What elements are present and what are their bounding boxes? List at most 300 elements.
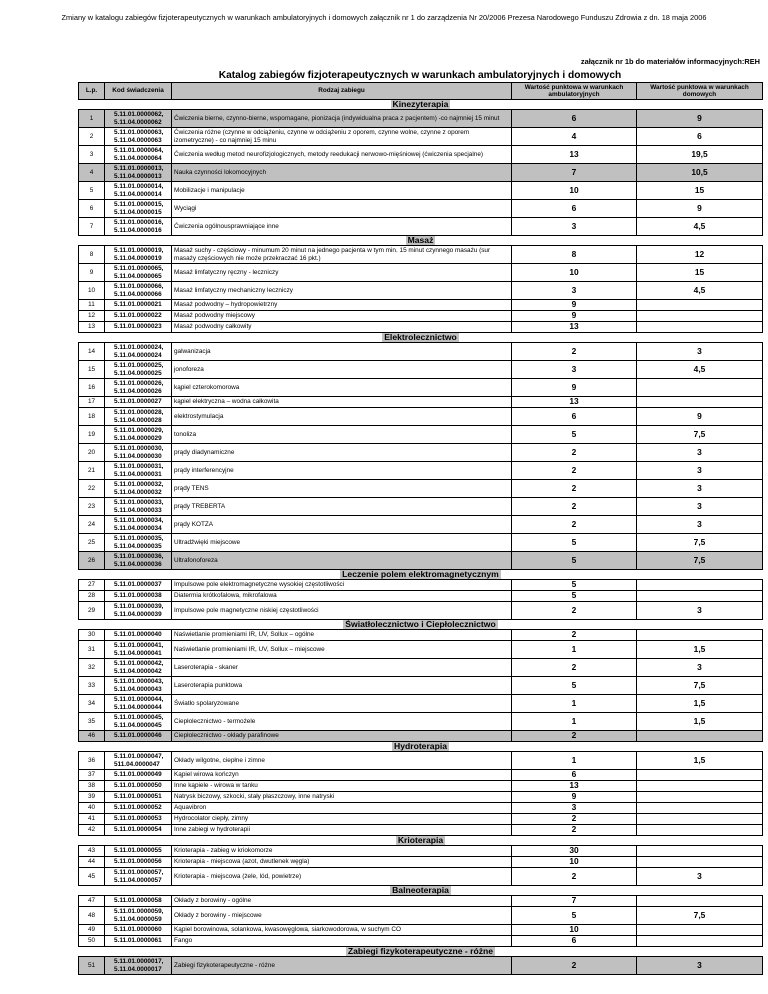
cell-ambulatory-value: 6 <box>512 200 637 218</box>
cell-code: 5.11.01.0000063, 5.11.04.0000063 <box>105 128 172 146</box>
cell-code: 5.11.01.0000051 <box>105 792 172 803</box>
table-row <box>79 379 763 397</box>
cell-code: 5.11.01.0000024, 5.11.04.0000024 <box>105 343 172 361</box>
section-title: Światłolecznictwo i Ciepłolecznictwo <box>345 619 496 629</box>
cell-home-value <box>637 731 763 742</box>
cell-home-value: 7,5 <box>637 677 763 695</box>
cell-procedure: Laseroterapia punktowa <box>172 677 512 695</box>
cell-ambulatory-value: 10 <box>512 182 637 200</box>
cell-ambulatory-value: 5 <box>512 907 637 925</box>
cell-procedure: prądy KOTZA <box>172 516 512 534</box>
section-title: Balneoterapia <box>392 885 449 895</box>
cell-procedure: tonoliza <box>172 426 512 444</box>
cell-lp: 44 <box>79 857 105 868</box>
cell-ambulatory-value: 3 <box>512 361 637 379</box>
cell-lp: 39 <box>79 792 105 803</box>
cell-home-value: 4,5 <box>637 218 763 236</box>
cell-home-value: 3 <box>637 957 763 975</box>
table-row <box>79 630 763 641</box>
cell-ambulatory-value: 10 <box>512 925 637 936</box>
cell-code: 5.11.01.0000017, 5.11.04.0000017 <box>105 957 172 975</box>
cell-procedure: kąpiel elektryczna – wodna całkowita <box>172 397 512 408</box>
cell-ambulatory-value: 9 <box>512 379 637 397</box>
cell-lp: 15 <box>79 361 105 379</box>
cell-home-value: 9 <box>637 408 763 426</box>
cell-home-value <box>637 591 763 602</box>
cell-procedure: Ćwiczenia według metod neurofizjologicznych, metody reedukacji nerwowo-mięśniowej (ćwiczenia specjalne) <box>172 146 512 164</box>
table-row <box>79 907 763 925</box>
cell-ambulatory-value: 2 <box>512 731 637 742</box>
table-body <box>79 100 763 975</box>
cell-home-value: 12 <box>637 246 763 264</box>
cell-ambulatory-value: 6 <box>512 770 637 781</box>
cell-lp: 1 <box>79 110 105 128</box>
cell-home-value <box>637 925 763 936</box>
cell-lp: 47 <box>79 896 105 907</box>
cell-code: 5.11.01.0000026, 5.11.04.0000026 <box>105 379 172 397</box>
cell-home-value <box>637 379 763 397</box>
table-row <box>79 361 763 379</box>
cell-procedure: Ultradźwięki miejscowe <box>172 534 512 552</box>
cell-procedure: prądy diadynamiczne <box>172 444 512 462</box>
table-row <box>79 408 763 426</box>
cell-ambulatory-value: 2 <box>512 630 637 641</box>
cell-code: 5.11.01.0000027 <box>105 397 172 408</box>
cell-code: 5.11.01.0000016, 5.11.04.0000016 <box>105 218 172 236</box>
cell-code: 5.11.01.0000058 <box>105 896 172 907</box>
cell-lp: 8 <box>79 246 105 264</box>
cell-ambulatory-value: 2 <box>512 480 637 498</box>
cell-procedure: Masaż suchy - częściowy - minumum 20 minut na jednego pacjenta w tym min. 15 minut czynnego masażu (sur masaży częściowych nie może przekraczać 16 pkt.) <box>172 246 512 264</box>
cell-lp: 35 <box>79 713 105 731</box>
cell-ambulatory-value: 13 <box>512 146 637 164</box>
cell-procedure: Ćwiczenia ogólnousprawniające inne <box>172 218 512 236</box>
cell-procedure: Impulsowe pole elektromagnetyczne wysokiej częstotliwości <box>172 580 512 591</box>
cell-home-value <box>637 781 763 792</box>
section-title: Zabiegi fizykoterapeutyczne - różne <box>347 946 494 956</box>
cell-ambulatory-value: 1 <box>512 713 637 731</box>
table-row <box>79 695 763 713</box>
cell-ambulatory-value: 13 <box>512 322 637 333</box>
cell-code: 5.11.01.0000059, 5.11.04.0000059 <box>105 907 172 925</box>
cell-procedure: Ćwiczenia bierne, czynno-bierne, wspomagane, pionizacja (indywidualna praca z pacjentem) -co najmniej 15 minut <box>172 110 512 128</box>
cell-code: 5.11.01.0000050 <box>105 781 172 792</box>
cell-procedure: Ciepłolecznictwo - okłady parafinowe <box>172 731 512 742</box>
cell-procedure: Inne zabiegi w hydroterapii <box>172 825 512 836</box>
cell-home-value: 7,5 <box>637 907 763 925</box>
cell-home-value: 3 <box>637 498 763 516</box>
cell-lp: 48 <box>79 907 105 925</box>
cell-ambulatory-value: 3 <box>512 803 637 814</box>
cell-home-value: 3 <box>637 444 763 462</box>
cell-code: 5.11.01.0000036, 5.11.04.0000036 <box>105 552 172 570</box>
cell-home-value <box>637 397 763 408</box>
cell-ambulatory-value: 6 <box>512 110 637 128</box>
col-lp-header: L.p. <box>79 83 105 100</box>
cell-ambulatory-value: 1 <box>512 695 637 713</box>
cell-lp: 16 <box>79 379 105 397</box>
cell-home-value: 15 <box>637 182 763 200</box>
document-header-line: Zmiany w katalogu zabiegów fizjoterapeutycznych w warunkach ambulatoryjnych i domowych załącznik nr 1 do zarządzenia Nr 20/2006 Prezesa Narodowego Funduszu Zdrowia z dn. 18 maja 2006 <box>61 13 707 22</box>
cell-ambulatory-value: 2 <box>512 814 637 825</box>
cell-ambulatory-value: 2 <box>512 462 637 480</box>
cell-code: 5.11.01.0000040 <box>105 630 172 641</box>
cell-code: 5.11.01.0000029, 5.11.04.0000029 <box>105 426 172 444</box>
table-row <box>79 580 763 591</box>
cell-procedure: Natrysk biczowy, szkocki, stały płaszczowy, inne natryski <box>172 792 512 803</box>
cell-ambulatory-value: 10 <box>512 857 637 868</box>
cell-home-value <box>637 814 763 825</box>
cell-code: 5.11.01.0000046 <box>105 731 172 742</box>
cell-code: 5.11.01.0000032, 5.11.04.0000032 <box>105 480 172 498</box>
section-header-row <box>79 100 763 110</box>
cell-lp: 12 <box>79 311 105 322</box>
cell-code: 5.11.01.0000062, 5.11.04.0000062 <box>105 110 172 128</box>
cell-home-value: 3 <box>637 659 763 677</box>
cell-procedure: Masaż limfatyczny mechaniczny leczniczy <box>172 282 512 300</box>
cell-home-value <box>637 825 763 836</box>
cell-lp: 2 <box>79 128 105 146</box>
table-row <box>79 868 763 886</box>
cell-procedure: Kąpiel wirowa kończyn <box>172 770 512 781</box>
cell-ambulatory-value: 9 <box>512 311 637 322</box>
cell-procedure: Krioterapia - miejscowa (żele, lód, powietrze) <box>172 868 512 886</box>
cell-home-value: 9 <box>637 110 763 128</box>
cell-code: 5.11.01.0000013, 5.11.04.0000013 <box>105 164 172 182</box>
cell-code: 5.11.01.0000054 <box>105 825 172 836</box>
cell-procedure: Krioterapia - zabieg w kriokomorze <box>172 846 512 857</box>
table-row <box>79 343 763 361</box>
cell-ambulatory-value: 2 <box>512 868 637 886</box>
table-row <box>79 200 763 218</box>
cell-home-value <box>637 630 763 641</box>
cell-lp: 23 <box>79 498 105 516</box>
table-row <box>79 322 763 333</box>
cell-lp: 25 <box>79 534 105 552</box>
cell-code: 5.11.01.0000039, 5.11.04.0000039 <box>105 602 172 620</box>
cell-code: 5.11.01.0000049 <box>105 770 172 781</box>
cell-ambulatory-value: 1 <box>512 641 637 659</box>
col-ambulatory-header: Wartość punktowa w warunkach ambulatoryjnych <box>512 83 637 100</box>
cell-procedure: Diatermia krótkofalowa, mikrofalowa <box>172 591 512 602</box>
cell-lp: 42 <box>79 825 105 836</box>
cell-code: 5.11.01.0000047, 511.04.0000047 <box>105 752 172 770</box>
cell-lp: 10 <box>79 282 105 300</box>
cell-lp: 40 <box>79 803 105 814</box>
table-row <box>79 602 763 620</box>
cell-lp: 11 <box>79 300 105 311</box>
section-header-row <box>79 742 763 752</box>
cell-home-value <box>637 936 763 947</box>
cell-code: 5.11.01.0000035, 5.11.04.0000035 <box>105 534 172 552</box>
section-header-row <box>79 886 763 896</box>
cell-home-value: 3 <box>637 602 763 620</box>
cell-procedure: Ćwiczenia różne (czynne w odciążeniu, czynne w odciążeniu z oporem, czynne wolne, czynne z oporem izometryczne) - co najmniej 15 minu <box>172 128 512 146</box>
cell-lp: 18 <box>79 408 105 426</box>
table-row <box>79 282 763 300</box>
cell-home-value <box>637 792 763 803</box>
section-header-row <box>79 333 763 343</box>
cell-ambulatory-value: 5 <box>512 591 637 602</box>
cell-procedure: Fango <box>172 936 512 947</box>
cell-code: 5.11.01.0000043, 5.11.04.0000043 <box>105 677 172 695</box>
table-row <box>79 534 763 552</box>
cell-lp: 26 <box>79 552 105 570</box>
cell-code: 5.11.01.0000055 <box>105 846 172 857</box>
cell-lp: 19 <box>79 426 105 444</box>
cell-lp: 20 <box>79 444 105 462</box>
cell-lp: 5 <box>79 182 105 200</box>
cell-ambulatory-value: 2 <box>512 957 637 975</box>
table-row <box>79 164 763 182</box>
cell-procedure: kąpiel czterokomorowa <box>172 379 512 397</box>
cell-home-value: 7,5 <box>637 426 763 444</box>
section-title: Leczenie polem elektromagnetycznym <box>342 569 499 579</box>
cell-home-value <box>637 322 763 333</box>
cell-procedure: Masaż podwodny miejscowy <box>172 311 512 322</box>
attachment-note: załącznik nr 1b do materiałów informacyjnych:REH <box>580 57 760 66</box>
cell-ambulatory-value: 4 <box>512 128 637 146</box>
cell-lp: 28 <box>79 591 105 602</box>
cell-home-value: 7,5 <box>637 534 763 552</box>
cell-home-value <box>637 770 763 781</box>
cell-procedure: Zabiegi fizykoterapeutyczne - różne <box>172 957 512 975</box>
cell-lp: 24 <box>79 516 105 534</box>
table-row <box>79 591 763 602</box>
table-row <box>79 957 763 975</box>
cell-lp: 46 <box>79 731 105 742</box>
cell-lp: 36 <box>79 752 105 770</box>
table-row <box>79 731 763 742</box>
cell-lp: 31 <box>79 641 105 659</box>
cell-ambulatory-value: 5 <box>512 426 637 444</box>
cell-code: 5.11.01.0000044, 5.11.04.0000044 <box>105 695 172 713</box>
section-title: Masaż <box>407 235 434 245</box>
cell-code: 5.11.01.0000037 <box>105 580 172 591</box>
cell-home-value <box>637 300 763 311</box>
cell-ambulatory-value: 2 <box>512 498 637 516</box>
cell-ambulatory-value: 5 <box>512 677 637 695</box>
cell-ambulatory-value: 6 <box>512 408 637 426</box>
table-row <box>79 641 763 659</box>
section-title: Kinezyterapia <box>392 99 449 109</box>
cell-home-value: 1,5 <box>637 713 763 731</box>
cell-home-value: 3 <box>637 462 763 480</box>
table-row <box>79 552 763 570</box>
table-row <box>79 246 763 264</box>
cell-ambulatory-value: 3 <box>512 282 637 300</box>
cell-code: 5.11.01.0000019, 5.11.04.0000019 <box>105 246 172 264</box>
cell-ambulatory-value: 2 <box>512 825 637 836</box>
cell-code: 5.11.01.0000034, 5.11.04.0000034 <box>105 516 172 534</box>
table-row <box>79 311 763 322</box>
table-row <box>79 397 763 408</box>
cell-procedure: elektrostymulacja <box>172 408 512 426</box>
cell-home-value <box>637 857 763 868</box>
cell-ambulatory-value: 30 <box>512 846 637 857</box>
cell-code: 5.11.01.0000031, 5.11.04.0000031 <box>105 462 172 480</box>
cell-code: 5.11.01.0000015, 5.11.04.0000015 <box>105 200 172 218</box>
table-row <box>79 925 763 936</box>
cell-lp: 49 <box>79 925 105 936</box>
cell-code: 5.11.01.0000038 <box>105 591 172 602</box>
table-row <box>79 792 763 803</box>
col-home-header: Wartość punktowa w warunkach domowych <box>637 83 763 100</box>
cell-procedure: Okłady z borowiny - miejscowe <box>172 907 512 925</box>
cell-home-value: 3 <box>637 343 763 361</box>
cell-lp: 9 <box>79 264 105 282</box>
cell-procedure: prądy interferencyjne <box>172 462 512 480</box>
cell-ambulatory-value: 6 <box>512 936 637 947</box>
cell-procedure: Okłady z borowiny - ogólne <box>172 896 512 907</box>
cell-ambulatory-value: 9 <box>512 300 637 311</box>
table-row <box>79 182 763 200</box>
cell-lp: 27 <box>79 580 105 591</box>
cell-procedure: prądy TREBERTA <box>172 498 512 516</box>
table-row <box>79 516 763 534</box>
table-row <box>79 846 763 857</box>
cell-procedure: Hydrocolator ciepły, zimny <box>172 814 512 825</box>
table-row <box>79 444 763 462</box>
cell-home-value: 4,5 <box>637 361 763 379</box>
cell-ambulatory-value: 2 <box>512 516 637 534</box>
cell-procedure: Światło spolaryzowane <box>172 695 512 713</box>
cell-procedure: Masaż limfatyczny ręczny - leczniczy <box>172 264 512 282</box>
cell-home-value: 1,5 <box>637 695 763 713</box>
table-row <box>79 264 763 282</box>
cell-home-value: 10,5 <box>637 164 763 182</box>
cell-ambulatory-value: 5 <box>512 552 637 570</box>
cell-procedure: Wyciągi <box>172 200 512 218</box>
section-header-row <box>79 947 763 957</box>
cell-lp: 33 <box>79 677 105 695</box>
cell-home-value: 7,5 <box>637 552 763 570</box>
cell-lp: 13 <box>79 322 105 333</box>
cell-code: 5.11.01.0000053 <box>105 814 172 825</box>
cell-code: 5.11.01.0000014, 5.11.04.0000014 <box>105 182 172 200</box>
cell-home-value: 3 <box>637 516 763 534</box>
cell-lp: 51 <box>79 957 105 975</box>
cell-lp: 38 <box>79 781 105 792</box>
table-row <box>79 462 763 480</box>
cell-home-value <box>637 580 763 591</box>
cell-lp: 50 <box>79 936 105 947</box>
cell-lp: 21 <box>79 462 105 480</box>
cell-procedure: Laseroterapia - skaner <box>172 659 512 677</box>
cell-ambulatory-value: 3 <box>512 218 637 236</box>
cell-home-value: 3 <box>637 480 763 498</box>
cell-procedure: Masaż podwodny – hydropowietrzny <box>172 300 512 311</box>
cell-ambulatory-value: 2 <box>512 343 637 361</box>
table-row <box>79 146 763 164</box>
cell-ambulatory-value: 10 <box>512 264 637 282</box>
cell-home-value: 19,5 <box>637 146 763 164</box>
cell-procedure: galwanizacja <box>172 343 512 361</box>
table-row <box>79 426 763 444</box>
section-header-row <box>79 236 763 246</box>
table-row <box>79 498 763 516</box>
cell-ambulatory-value: 2 <box>512 602 637 620</box>
table-header-row <box>79 83 763 100</box>
table-row <box>79 770 763 781</box>
col-code-header: Kod świadczenia <box>105 83 172 100</box>
table-row <box>79 814 763 825</box>
cell-procedure: jonoforeza <box>172 361 512 379</box>
cell-home-value: 1,5 <box>637 752 763 770</box>
cell-procedure: Okłady wilgotne, ciepłne i zimne <box>172 752 512 770</box>
cell-lp: 14 <box>79 343 105 361</box>
cell-ambulatory-value: 8 <box>512 246 637 264</box>
cell-code: 5.11.01.0000023 <box>105 322 172 333</box>
cell-lp: 41 <box>79 814 105 825</box>
cell-ambulatory-value: 1 <box>512 752 637 770</box>
table-row <box>79 896 763 907</box>
catalog-title: Katalog zabiegów fizjoterapeutycznych w warunkach ambulatoryjnych i domowych <box>218 70 622 81</box>
cell-ambulatory-value: 13 <box>512 781 637 792</box>
table-row <box>79 713 763 731</box>
cell-lp: 4 <box>79 164 105 182</box>
section-header-row <box>79 620 763 630</box>
cell-procedure: Naświetlanie promieniami IR, UV, Sollux – miejscowe <box>172 641 512 659</box>
table-row <box>79 300 763 311</box>
cell-home-value <box>637 846 763 857</box>
section-title: Krioterapia <box>397 835 444 845</box>
cell-ambulatory-value: 13 <box>512 397 637 408</box>
cell-code: 5.11.01.0000056 <box>105 857 172 868</box>
cell-lp: 29 <box>79 602 105 620</box>
table-row <box>79 480 763 498</box>
table-row <box>79 128 763 146</box>
cell-code: 5.11.01.0000045, 5.11.04.0000045 <box>105 713 172 731</box>
cell-code: 5.11.01.0000022 <box>105 311 172 322</box>
cell-procedure: Ultrafonoforeza <box>172 552 512 570</box>
cell-procedure: Aquavibron <box>172 803 512 814</box>
cell-code: 5.11.01.0000030, 5.11.04.0000030 <box>105 444 172 462</box>
cell-code: 5.11.01.0000060 <box>105 925 172 936</box>
cell-code: 5.11.01.0000028, 5.11.04.0000028 <box>105 408 172 426</box>
table-row <box>79 857 763 868</box>
section-header-row <box>79 836 763 846</box>
cell-home-value: 9 <box>637 200 763 218</box>
col-procedure-header: Rodzaj zabiegu <box>172 83 512 100</box>
cell-lp: 22 <box>79 480 105 498</box>
cell-procedure: Mobilizacje i manipulacje <box>172 182 512 200</box>
cell-procedure: prądy TENS <box>172 480 512 498</box>
cell-code: 5.11.01.0000042, 5.11.04.0000042 <box>105 659 172 677</box>
cell-code: 5.11.01.0000066, 5.11.04.0000066 <box>105 282 172 300</box>
section-header-row <box>79 570 763 580</box>
cell-ambulatory-value: 7 <box>512 164 637 182</box>
cell-code: 5.11.01.0000052 <box>105 803 172 814</box>
cell-lp: 37 <box>79 770 105 781</box>
cell-home-value: 4,5 <box>637 282 763 300</box>
section-title: Elektrolecznictwo <box>384 332 457 342</box>
table-row <box>79 659 763 677</box>
cell-procedure: Impulsowe pole magnetyczne niskiej częstotliwości <box>172 602 512 620</box>
cell-lp: 17 <box>79 397 105 408</box>
cell-ambulatory-value: 2 <box>512 659 637 677</box>
cell-procedure: Nauka czynności lokomocyjnych <box>172 164 512 182</box>
table-row <box>79 825 763 836</box>
cell-procedure: Krioterapia - miejscowa (azot, dwutlenek węgla) <box>172 857 512 868</box>
table-row <box>79 677 763 695</box>
cell-ambulatory-value: 5 <box>512 580 637 591</box>
cell-code: 5.11.01.0000033, 5.11.04.0000033 <box>105 498 172 516</box>
cell-home-value: 6 <box>637 128 763 146</box>
table-row <box>79 803 763 814</box>
section-title: Hydroterapia <box>393 741 447 751</box>
cell-code: 5.11.01.0000064, 5.11.04.0000064 <box>105 146 172 164</box>
